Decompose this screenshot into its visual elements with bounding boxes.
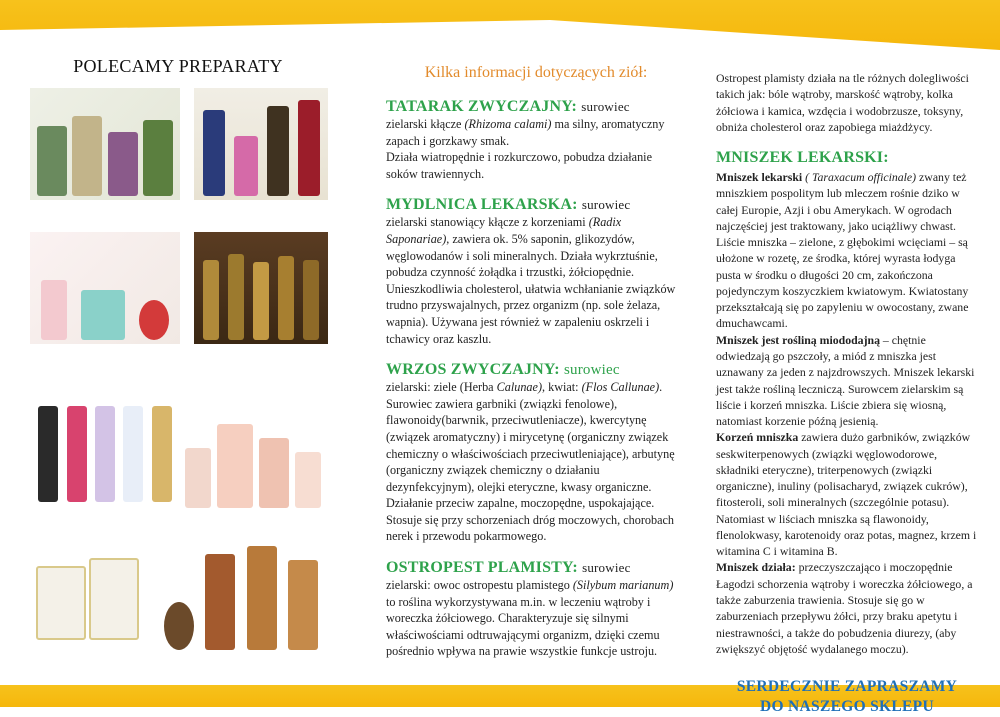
herb-text-wrzos: zielarski: ziele (Herba Calunae), kwiat: (Flos Callunae). Surowiec zawiera garbniki (związki fenolowe), flawonoidy(barwnik, przeciwutleniacze), kwercytynę (związek aromatyczny) i mirycetynę (organiczny związek chemiczny o właściwościach przeciwutleniające), arbutynę (organiczny związek chemiczny o działaniu dezynfekcyjnym), olejki eteryczne, kwasy organiczne. Działanie przeciw zapalne, moczopędne, uspokajające. Stosuje się przy schorzeniach dróg moczowych, chorobach nerek i przewodu pokarmowego. <box>386 380 675 544</box>
products-heading: POLECAMY PREPARATY <box>73 56 283 76</box>
product-photo-coconut-oil <box>30 528 144 644</box>
product-photo-oil-bottles <box>194 88 328 200</box>
ostropest-continued-text: Ostropest plamisty działa na tle różnych dolegliwości takich jak: bóle wątroby, marskość wątroby, kolka żółciowa i kamica, wzdęcia i wodobrzusze, toksyny, obniża cholesterol oraz zapobiega miażdżycy. <box>716 71 969 134</box>
herb-text-tatarak: zielarski kłącze (Rhizoma calami) ma silny, aromatyczny zapach i gorzkawy smak. Działa wiatropędnie i rozkurczowo, pobudza działanie soków trawiennych. <box>386 117 665 181</box>
herbs-info-column <box>386 64 676 674</box>
intro-heading: Kilka informacji dotyczących ziół: <box>424 64 648 81</box>
product-photo-skincare-set <box>178 388 328 512</box>
product-photo-oil-shelf <box>194 232 328 344</box>
herb-wrzos <box>386 361 676 545</box>
herb-ostropest <box>386 559 676 660</box>
herb-title-ostropest: OSTROPEST PLAMISTY: surowiec <box>386 559 631 577</box>
herb-title-tatarak: TATARAK ZWYCZAJNY: surowiec <box>386 98 630 115</box>
product-photo-seeds-packs <box>154 522 328 654</box>
herb-title-mniszek: MNISZEK LEKARSKI: <box>716 149 889 167</box>
herb-text-mniszek: Mniszek lekarski ( Taraxacum officinale) zwany też mniszkiem pospolitym lub mleczem rośnie dziko w całej Europie, Azji i obu Amerykach. W ogrodach najczęściej jest traktowany, jako uciążliwy chwast. Liście mniszka – zielone, z głębokimi wcięciami – są ułożone w rozetę, ze środka, której wyrasta łodyga pusta w środku o długości 20 cm, zakończona pojedynczym koszyczkiem kwiatowym. Kwiatostany przekształcają się po zapyleniu w owocostany, zwane dmuchawcami. Mniszek jest rośliną miododajną – chętnie odwiedzają go pszczoły, a miód z mniszka jest uznawany za jeden z najzdrowszych. Mniszek lekarski jest także rośliną leczniczą. Surowcem zielarskim są liście i korzeń mniszka. Liście zbiera się wiosną, natomiast korzenie późną jesienią. Korzeń mniszka zawiera dużo garbników, związków seskwiterpenowych (związki węglowodorowe, składniki eteryczne), triterpenowych (związki organiczne), inuliny (polisacharyd, związek cukrów), fitosteroli, soli mineralnych (szczególnie potasu). Natomiast w liściach mniszka są flawonoidy, flenolokwasy, karotenoidy oraz potas, magnez, krzem i witamina C i witamina B. Mniszek działa: przeczyszczająco i moczopędnie Łagodzi schorzenia wątroby i woreczka żółciowego, a także zaburzenia trawienia. Stosuje się go w zaburzeniach przepływu żółci, przy braku apetytu i niestrawności, a także do pobudzenia diurezy, (aby zwiększyć objętość wydalanego moczu). <box>716 170 977 656</box>
herb-text-mydlnica: zielarski stanowiący kłącze z korzeniami (Radix Saponariae), zawiera ok. 5% saponin, glikozydów, węglowodanów i soli mineralnych. Działa wykrztuśnie, pobudza czynność żołądka i trzustki, żółciopędnie. Unieszkodliwia cholesterol, ułatwia wchłanianie związków trudno przyswajalnych, przez organizm (np. sole żelaza, wapnia). Używana jest również w zapaleniu oskrzeli i tchawicy oraz kaszlu. <box>386 215 676 346</box>
product-photo-herbal-teas <box>30 88 180 200</box>
herb-mydlnica <box>386 196 676 347</box>
herb-title-mydlnica: MYDLNICA LEKARSKA: surowiec <box>386 196 631 214</box>
herb-title-wrzos: WRZOS ZWYCZAJNY: surowiec <box>386 361 620 379</box>
herb-tatarak <box>386 98 676 182</box>
herbs-info-column-right <box>716 70 978 717</box>
herb-text-ostropest: zielarski: owoc ostropestu plamistego (Silybum marianum) to roślina wykorzystywana m.in. w leczeniu wątroby i woreczka żółciowego. Charakteryzuje się silnymi właściwościami odtruwającymi organizm, dzięki czemu pośrednio wpływa na prawie wszystkie funkcje ustroju. <box>386 578 674 659</box>
top-yellow-band <box>0 0 1000 50</box>
product-photo-creams <box>30 388 180 506</box>
products-column <box>28 52 328 682</box>
store-invitation: SERDECZNIE ZAPRASZAMY DO NASZEGO SKLEPU <box>736 678 958 716</box>
product-photo-cosmetics-gift <box>30 232 180 344</box>
